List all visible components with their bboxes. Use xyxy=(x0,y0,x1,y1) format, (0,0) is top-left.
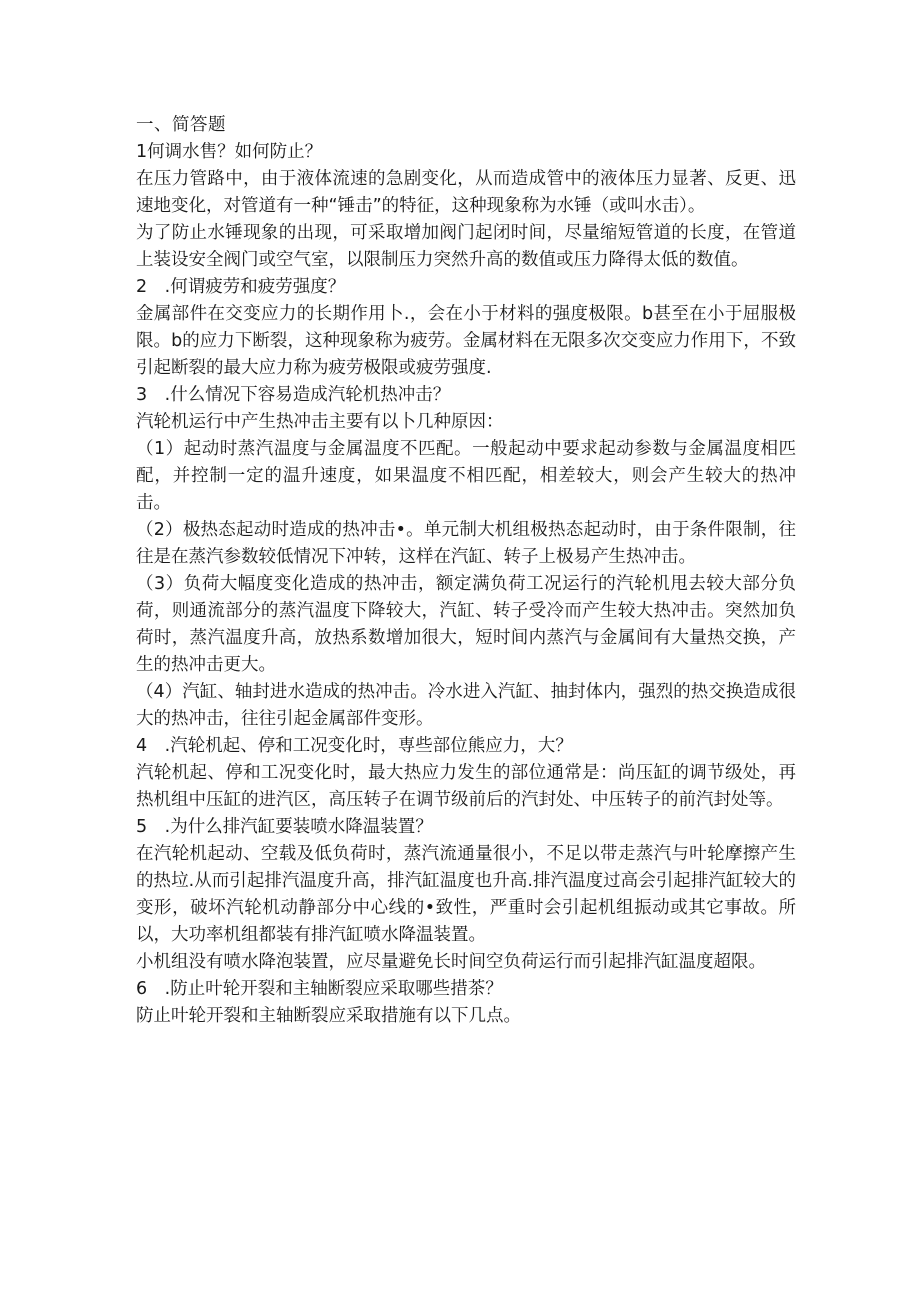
answer-5-paragraph-1: 在汽轮机起动、空载及低负荷时，蒸汽流通量很小，不足以带走蒸汽与叶轮摩擦产生的热垃.从而引起排汽温度升高，排汽缸温度也升高.排汽温度过高会引起排汽缸较大的变形，破坏汽轮机动静部分中心线的•致性，严重时会引起机组振动或其它事故。所以，大功率机组都装有排汽缸喷水降温装置。 xyxy=(136,844,796,945)
answer-4: 汽轮机起、停和工况变化时，最大热应力发生的部位通常是：尚压缸的调节级处，再热机组中压缸的进汽区，高压转子在调节级前后的汽封处、中压转子的前汽封处等。 xyxy=(136,763,796,810)
question-1: 1何调水售？如何防止？ xyxy=(136,142,323,162)
answer-2: 金属部件在交变应力的长期作用卜.，会在小于材料的强度极限。b甚至在小于屈服极限。b的应力下断裂，这种现象称为疲劳。金属材料在无限多次交变应力作用下，不致引起断裂的最大应力称为疲劳极限或疲劳强度. xyxy=(136,304,796,378)
answer-1-paragraph-1: 在压力管路中，由于液体流速的急剧变化，从而造成管中的液体压力显著、反更、迅速地变化，对管道有一种“锤击”的特征，这种现象称为水锤（或叫水击）。 xyxy=(136,169,796,216)
question-5: 5 .为什么排汽缸要装喷水降温装置？ xyxy=(136,817,433,837)
answer-6-intro: 防止叶轮开裂和主轴断裂应采取措施有以下几点。 xyxy=(136,1006,521,1026)
answer-3-item-1: （1）起动时蒸汽温度与金属温度不匹配。一般起动中要求起动参数与金属温度相匹配，并控制一定的温升速度，如果温度不相匹配，相差较大，则会产生较大的热冲击。 xyxy=(136,439,796,513)
answer-5-paragraph-2: 小机组没有喷水降泡装置，应尽量避免长时间空负荷运行而引起排汽缸温度超限。 xyxy=(136,952,766,972)
answer-3-item-4: （4）汽缸、轴封进水造成的热冲击。冷水进入汽缸、抽封体内，强烈的热交换造成很大的热冲击，往往引起金属部件变形。 xyxy=(136,682,796,729)
answer-3-item-2: （2）极热态起动时造成的热冲击•。单元制大机组极热态起动时，由于条件限制，往往是在蒸汽参数较低情况下冲转，这样在汽缸、转子上极易产生热冲击。 xyxy=(136,520,796,567)
question-4: 4 .汽轮机起、停和工况变化时，専些部位熊应力，大？ xyxy=(136,736,573,756)
answer-3-item-3: （3）负荷大幅度变化造成的热冲击，额定满负荷工况运行的汽轮机甩去较大部分负荷，则通流部分的蒸汽温度下降较大，汽缸、转子受冷而产生较大热冲击。突然加负荷时，蒸汽温度升高，放热系数增加很大，短时间内蒸汽与金属间有大量热交换，产生的热冲击更大。 xyxy=(136,574,796,675)
section-title: 一、简答题 xyxy=(136,115,226,135)
answer-1-paragraph-2: 为了防止水锤现象的出现，可采取增加阀门起闭时间，尽量缩短管道的长度，在管道上装设安全阀门或空气室，以限制压力突然升高的数值或压力降得太低的数值。 xyxy=(136,223,796,270)
question-2: 2 .何谓疲劳和疲劳强度？ xyxy=(136,277,346,297)
document-body xyxy=(136,112,796,1030)
answer-3-intro: 汽轮机运行中产生热冲击主要有以卜几种原因： xyxy=(136,412,504,432)
question-3: 3 .什么情况下容易造成汽轮机热冲击？ xyxy=(136,385,451,405)
question-6: 6 .防止叶轮开裂和主轴断裂应采取哪些措茶？ xyxy=(136,979,503,999)
